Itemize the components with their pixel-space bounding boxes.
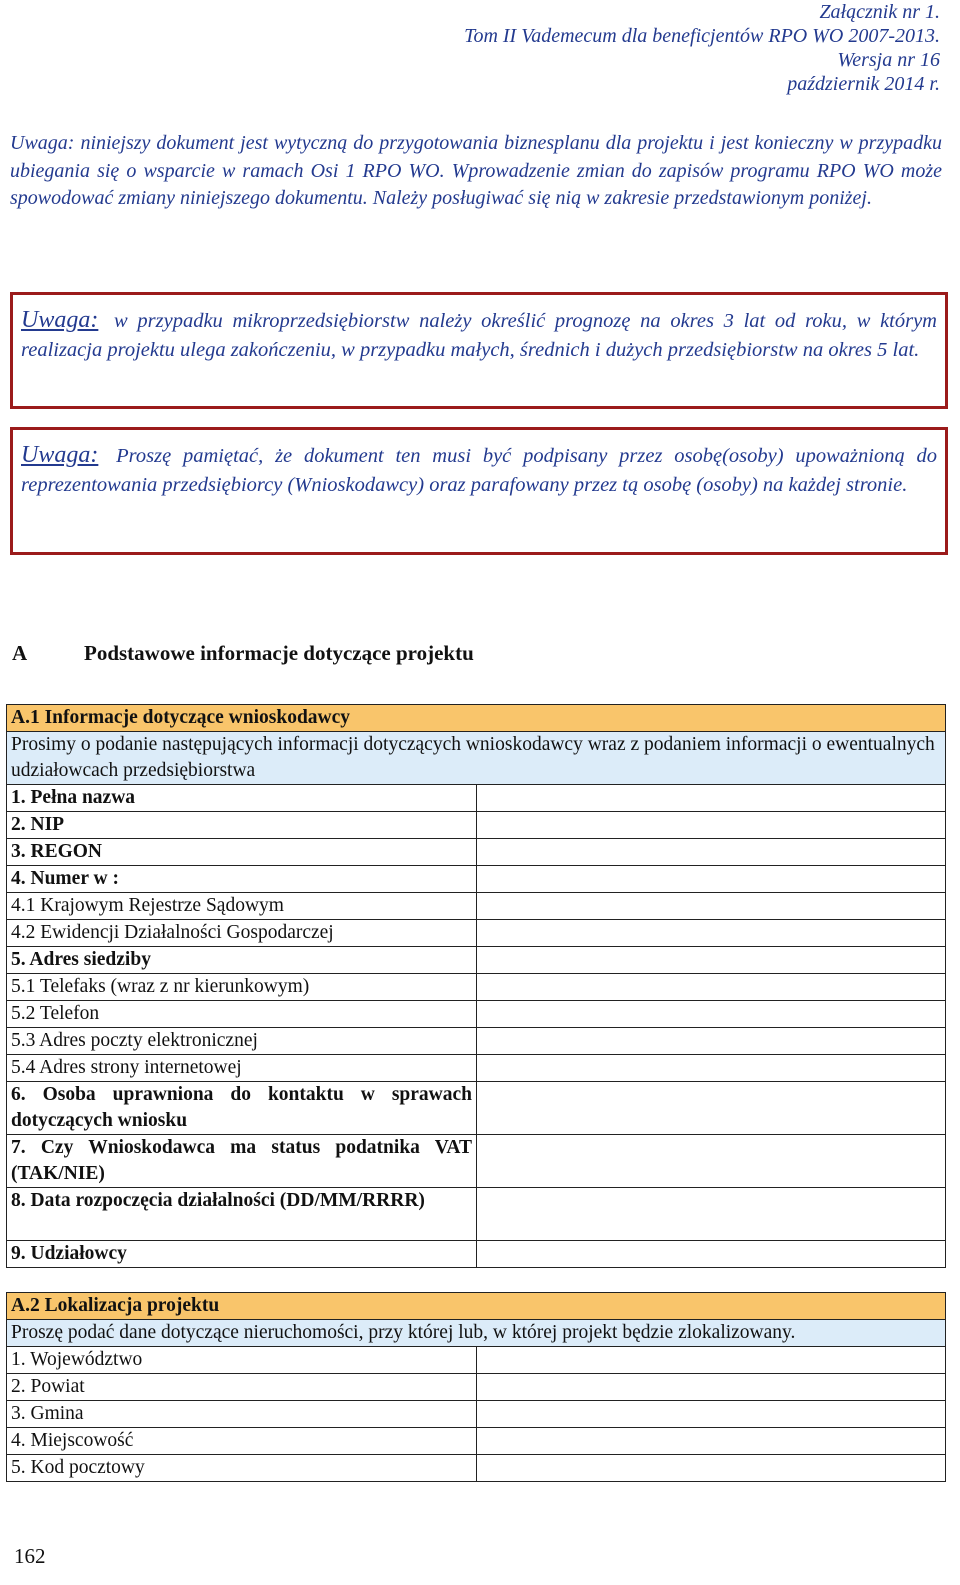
form-field-value[interactable] xyxy=(477,866,946,893)
form-row xyxy=(7,866,946,893)
form-field-label: 1. Pełna nazwa xyxy=(7,785,477,812)
applicant-info-table xyxy=(6,704,946,1268)
section-code: A. xyxy=(11,1295,30,1316)
form-field-value[interactable] xyxy=(477,1241,946,1268)
form-field-label: 5.1 Telefaks (wraz z nr kierunkowym) xyxy=(7,974,477,1001)
table-info-row xyxy=(7,1320,946,1347)
note-label: Uwaga: xyxy=(21,307,99,333)
form-field-label: 5. Kod pocztowy xyxy=(7,1455,477,1482)
table-header-cell xyxy=(7,1293,946,1320)
form-field-label: 4.1 Krajowym Rejestrze Sądowym xyxy=(7,893,477,920)
form-row xyxy=(7,1241,946,1268)
form-row xyxy=(7,1401,946,1428)
form-field-label: 4. Miejscowość xyxy=(7,1428,477,1455)
form-row xyxy=(7,893,946,920)
document-header xyxy=(464,0,940,96)
form-field-label: 2. NIP xyxy=(7,812,477,839)
table-info-cell: Prosimy o podanie następujących informacji dotyczących wnioskodawcy wraz z podaniem informacji o ewentualnych udziałowcach przedsiębiorstwa xyxy=(7,732,946,785)
section-subtitle: 2 Lokalizacja projektu xyxy=(29,1295,220,1316)
table-info-cell: Proszę podać dane dotyczące nieruchomości, przy której lub, w której projekt będzie zlokalizowany. xyxy=(7,1320,946,1347)
form-field-value[interactable] xyxy=(477,1347,946,1374)
table-header-row xyxy=(7,1293,946,1320)
form-field-value[interactable] xyxy=(477,1455,946,1482)
form-field-value[interactable] xyxy=(477,1082,946,1135)
form-row xyxy=(7,1135,946,1188)
form-field-value[interactable] xyxy=(477,1188,946,1241)
form-row xyxy=(7,1082,946,1135)
form-field-value[interactable] xyxy=(477,920,946,947)
form-field-value[interactable] xyxy=(477,1374,946,1401)
project-location-table xyxy=(6,1292,946,1482)
header-line: październik 2014 r. xyxy=(787,73,940,95)
page-number: 162 xyxy=(14,1544,46,1568)
form-field-value[interactable] xyxy=(477,812,946,839)
table-header-cell xyxy=(7,705,946,732)
form-row xyxy=(7,785,946,812)
form-field-value[interactable] xyxy=(477,974,946,1001)
header-line: Wersja nr 16 xyxy=(837,49,940,71)
form-row xyxy=(7,812,946,839)
form-field-label: 5.4 Adres strony internetowej xyxy=(7,1055,477,1082)
section-heading xyxy=(12,641,474,666)
intro-paragraph: Uwaga: niniejszy dokument jest wytyczną do przygotowania biznesplanu dla projektu i jest konieczny w przypadku ubiegania się o wsparcie w ramach Osi 1 RPO WO. Wprowadzenie zmian do zapisów programu RPO WO może spowodować zmiany niniejszego dokumentu. Należy posługiwać się nią w zakresie przedstawionym poniżej. xyxy=(10,132,942,209)
form-field-label: 6. Osoba uprawniona do kontaktu w sprawach dotyczących wniosku xyxy=(7,1082,477,1135)
note-box-forecast xyxy=(10,292,948,409)
note-box-signature xyxy=(10,427,948,555)
note-text: Proszę pamiętać, że dokument ten musi być podpisany przez osobę(osoby) upoważnioną do reprezentowania przedsiębiorcy (Wnioskodawcy) oraz parafowany przez tą osobę (osoby) na każdej stronie. xyxy=(21,445,938,496)
form-field-label: 2. Powiat xyxy=(7,1374,477,1401)
section-code: A. xyxy=(11,707,30,728)
note-text: w przypadku mikroprzedsiębiorstw należy określić prognozę na okres 3 lat od roku, w którym realizacja projektu ulega zakończeniu, w przypadku małych, średnich i dużych przedsiębiorstw na okres 5 lat. xyxy=(21,310,937,361)
form-field-value[interactable] xyxy=(477,1135,946,1188)
form-field-label: 4.2 Ewidencji Działalności Gospodarczej xyxy=(7,920,477,947)
form-row xyxy=(7,1374,946,1401)
form-field-value[interactable] xyxy=(477,785,946,812)
form-field-label: 5.2 Telefon xyxy=(7,1001,477,1028)
form-row xyxy=(7,1188,946,1241)
section-subtitle: 1 Informacje dotyczące wnioskodawcy xyxy=(29,707,351,728)
note-label: Uwaga: xyxy=(21,442,99,468)
form-field-label: 5.3 Adres poczty elektronicznej xyxy=(7,1028,477,1055)
table-header-row xyxy=(7,705,946,732)
form-row xyxy=(7,1055,946,1082)
form-field-value[interactable] xyxy=(477,1028,946,1055)
form-field-label: 3. REGON xyxy=(7,839,477,866)
form-row xyxy=(7,1001,946,1028)
form-row xyxy=(7,1428,946,1455)
form-row xyxy=(7,947,946,974)
form-field-value[interactable] xyxy=(477,1401,946,1428)
form-row xyxy=(7,920,946,947)
form-field-label: 5. Adres siedziby xyxy=(7,947,477,974)
form-field-value[interactable] xyxy=(477,947,946,974)
form-row xyxy=(7,1455,946,1482)
form-row xyxy=(7,1347,946,1374)
form-field-label: 7. Czy Wnioskodawca ma status podatnika VAT (TAK/NIE) xyxy=(7,1135,477,1188)
header-line: Tom II Vademecum dla beneficjentów RPO WO 2007-2013. xyxy=(464,25,940,47)
table-info-row xyxy=(7,732,946,785)
section-letter: A xyxy=(12,641,28,665)
form-field-value[interactable] xyxy=(477,1428,946,1455)
form-field-label: 4. Numer w : xyxy=(7,866,477,893)
form-field-value[interactable] xyxy=(477,893,946,920)
form-row xyxy=(7,839,946,866)
form-field-value[interactable] xyxy=(477,1055,946,1082)
form-field-label: 3. Gmina xyxy=(7,1401,477,1428)
form-row xyxy=(7,974,946,1001)
section-title: Podstawowe informacje dotyczące projektu xyxy=(84,641,474,665)
form-field-label: 9. Udziałowcy xyxy=(7,1241,477,1268)
form-row xyxy=(7,1028,946,1055)
header-line: Załącznik nr 1. xyxy=(819,1,940,23)
form-field-label: 1. Województwo xyxy=(7,1347,477,1374)
form-field-value[interactable] xyxy=(477,839,946,866)
form-field-label: 8. Data rozpoczęcia działalności (DD/MM/RRRR) xyxy=(7,1188,477,1241)
form-field-value[interactable] xyxy=(477,1001,946,1028)
